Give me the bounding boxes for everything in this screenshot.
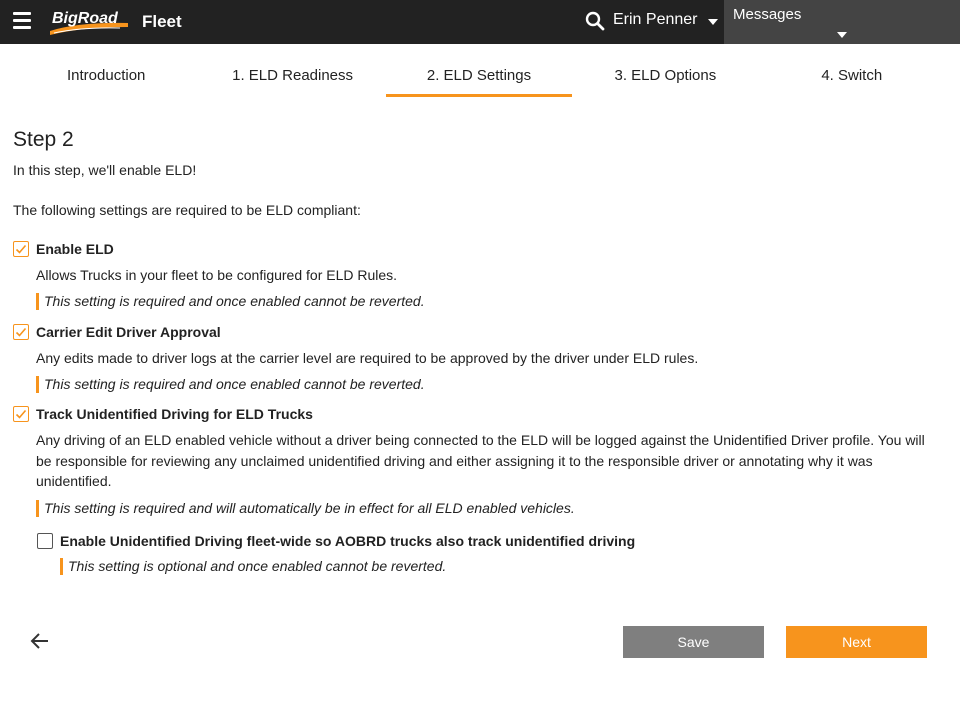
tab-eld-settings[interactable]: 2. ELD Settings — [386, 60, 572, 97]
carrier-edit-approval-note: This setting is required and once enabled cannot be reverted. — [36, 376, 425, 393]
intro-text: In this step, we'll enable ELD! — [13, 162, 197, 178]
search-icon[interactable] — [585, 11, 605, 31]
svg-text:BigRoad: BigRoad — [52, 10, 118, 27]
back-arrow-icon[interactable] — [30, 632, 50, 650]
next-button[interactable]: Next — [786, 626, 927, 658]
enable-eld-note: This setting is required and once enabled cannot be reverted. — [36, 293, 425, 310]
checkmark-icon — [15, 408, 27, 420]
tab-eld-readiness[interactable]: 1. ELD Readiness — [232, 67, 354, 84]
carrier-edit-approval-description: Any edits made to driver logs at the carrier level are required to be approved by the driver under ELD rules. — [36, 350, 699, 366]
track-unidentified-description: Any driving of an ELD enabled vehicle without a driver being connected to the ELD will be logged against the Unidentified Driver profile. You will be responsible for reviewing any unclaimed unidentified driving and either assigning it to the responsible driver or annotating why it was unidentified. — [36, 432, 925, 489]
messages-label: Messages — [733, 6, 802, 23]
enable-eld-checkbox[interactable] — [13, 241, 29, 257]
checkmark-icon — [15, 326, 27, 338]
chevron-down-icon — [837, 32, 847, 38]
enable-eld-description: Allows Trucks in your fleet to be configured for ELD Rules. — [36, 267, 398, 283]
page-title: Step 2 — [13, 128, 74, 151]
track-unidentified-note: This setting is required and will automatically be in effect for all ELD enabled vehicles. — [36, 500, 575, 517]
user-name: Erin Penner — [613, 11, 698, 28]
user-menu[interactable] — [613, 11, 718, 29]
track-unidentified-title: Track Unidentified Driving for ELD Trucks — [36, 406, 313, 422]
fleet-wide-unidentified-title: Enable Unidentified Driving fleet-wide so AOBRD trucks also track unidentified driving — [60, 533, 636, 549]
hamburger-icon[interactable] — [13, 12, 31, 28]
tab-switch[interactable]: 4. Switch — [821, 67, 883, 84]
track-unidentified-checkbox[interactable] — [13, 406, 29, 422]
carrier-edit-approval-title: Carrier Edit Driver Approval — [36, 324, 221, 340]
top-bar — [0, 0, 960, 44]
carrier-edit-approval-checkbox[interactable] — [13, 324, 29, 340]
app-name: Fleet — [142, 12, 182, 31]
checkmark-icon — [15, 243, 27, 255]
fleet-wide-unidentified-checkbox[interactable] — [37, 533, 53, 549]
enable-eld-title: Enable ELD — [36, 241, 114, 257]
bigroad-logo[interactable] — [48, 6, 130, 36]
required-settings-text: The following settings are required to be ELD compliant: — [13, 202, 361, 218]
messages-dropdown[interactable] — [724, 0, 960, 44]
fleet-wide-unidentified-note: This setting is optional and once enabled cannot be reverted. — [60, 558, 446, 575]
chevron-down-icon — [708, 19, 718, 25]
tab-introduction[interactable]: Introduction — [67, 67, 146, 84]
save-button[interactable]: Save — [623, 626, 764, 658]
wizard-steps — [13, 60, 945, 97]
tab-eld-options[interactable]: 3. ELD Options — [614, 67, 717, 84]
